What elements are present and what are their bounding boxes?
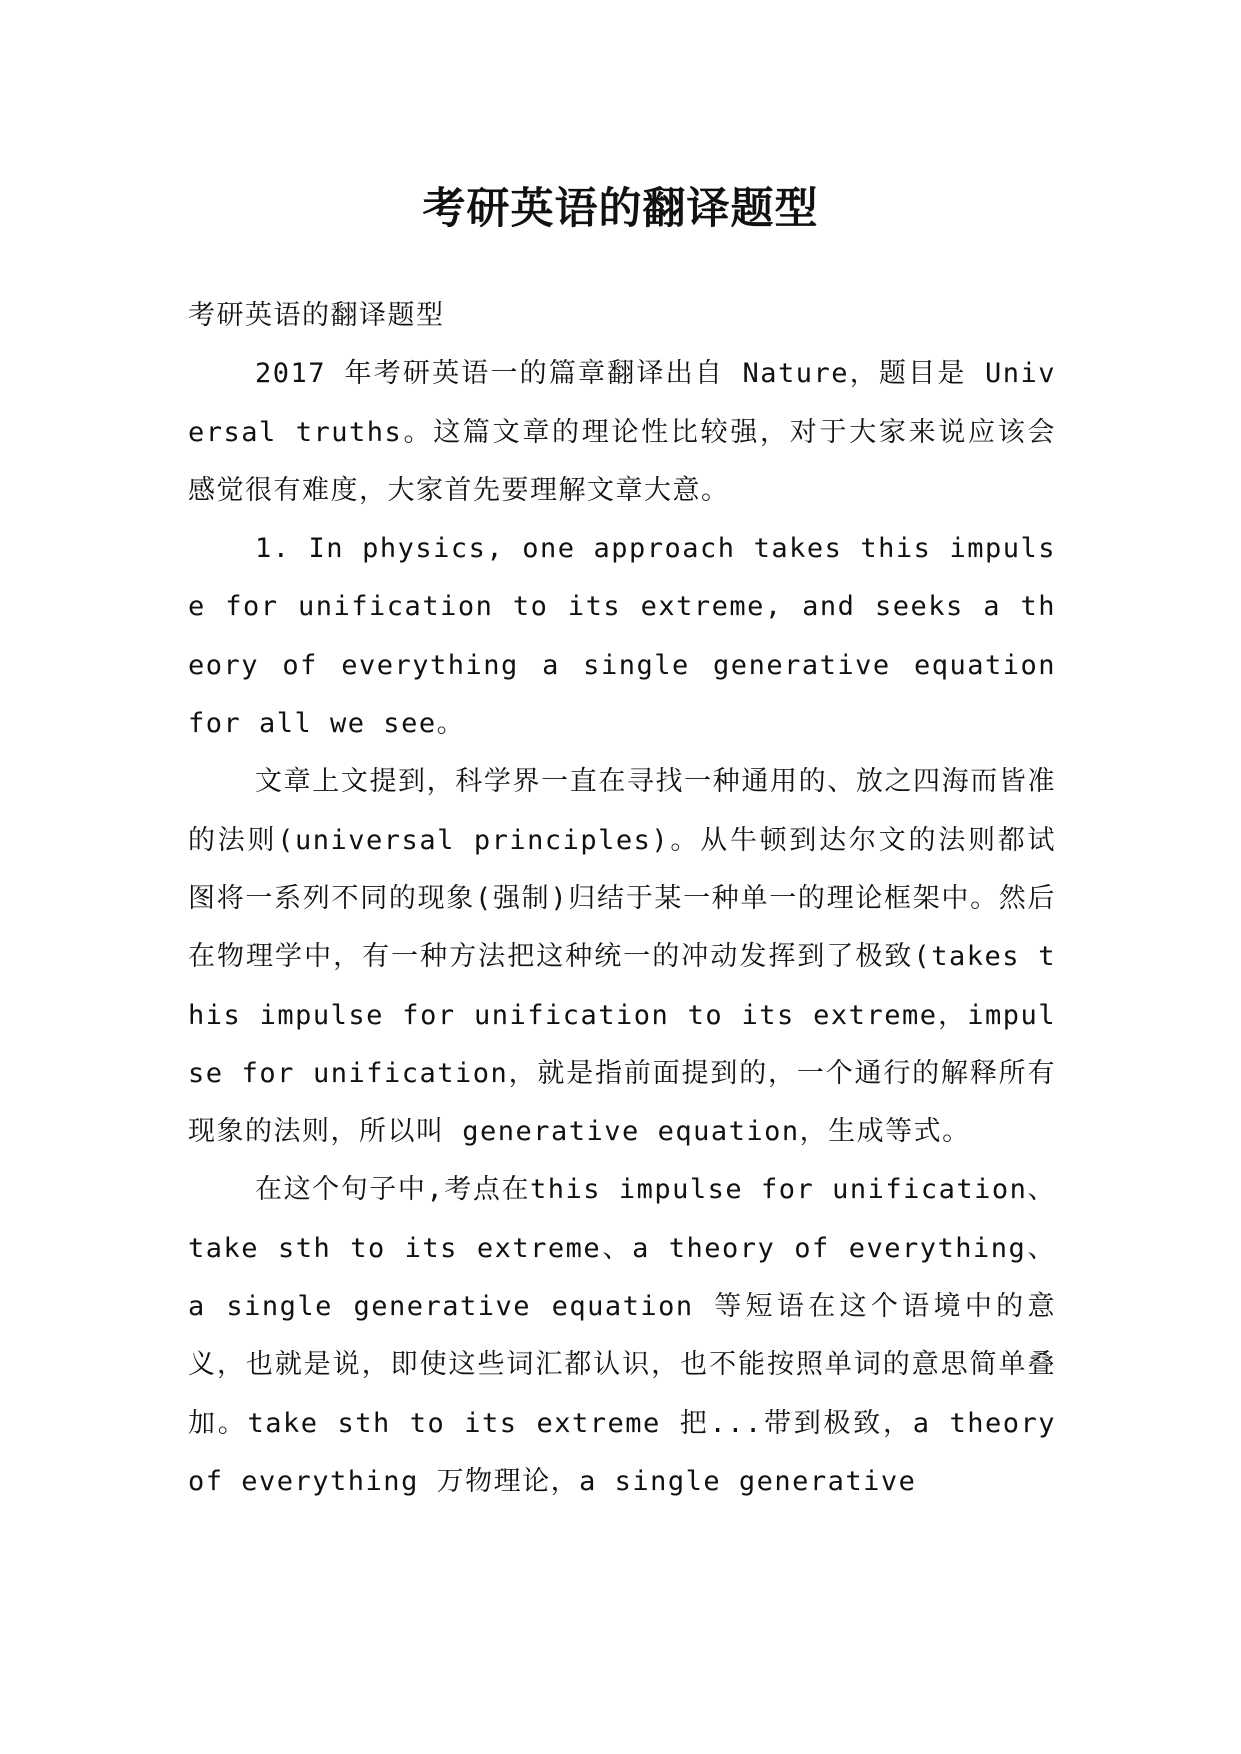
document-title: 考研英语的翻译题型 — [422, 183, 819, 234]
document-body — [188, 287, 1056, 1511]
paragraph-intro: 2017 年考研英语一的篇章翻译出自 Nature，题目是 Universal truths。这篇文章的理论性比较强，对于大家来说应该会感觉很有难度，大家首先要理解文章大意。 — [188, 358, 1056, 506]
section-heading: 考研英语的翻译题型 — [188, 300, 445, 331]
paragraph-analysis: 在这个句子中,考点在this impulse for unification、take sth to its extreme、a theory of everything、a single generative equation 等短语在这个语境中的意义，也就是说，即使这些词汇都认识，也不能按照单词的意思简单叠加。take sth to its extreme 把...带到极致，a theory of everything 万物理论，a single generative — [188, 1174, 1056, 1497]
paragraph-context: 文章上文提到，科学界一直在寻找一种通用的、放之四海而皆准的法则(universal principles)。从牛顿到达尔文的法则都试图将一系列不同的现象(强制)归结于某一种单一的理论框架中。然后在物理学中，有一种方法把这种统一的冲动发挥到了极致(takes this impulse for unification to its extreme，impulse for unification，就是指前面提到的，一个通行的解释所有现象的法则，所以叫 generative equation，生成等式。 — [188, 766, 1056, 1148]
paragraph-sentence-1: 1. In physics, one approach takes this impulse for unification to its extreme, and seeks a theory of everything a single generative equation for all we see。 — [188, 533, 1056, 740]
